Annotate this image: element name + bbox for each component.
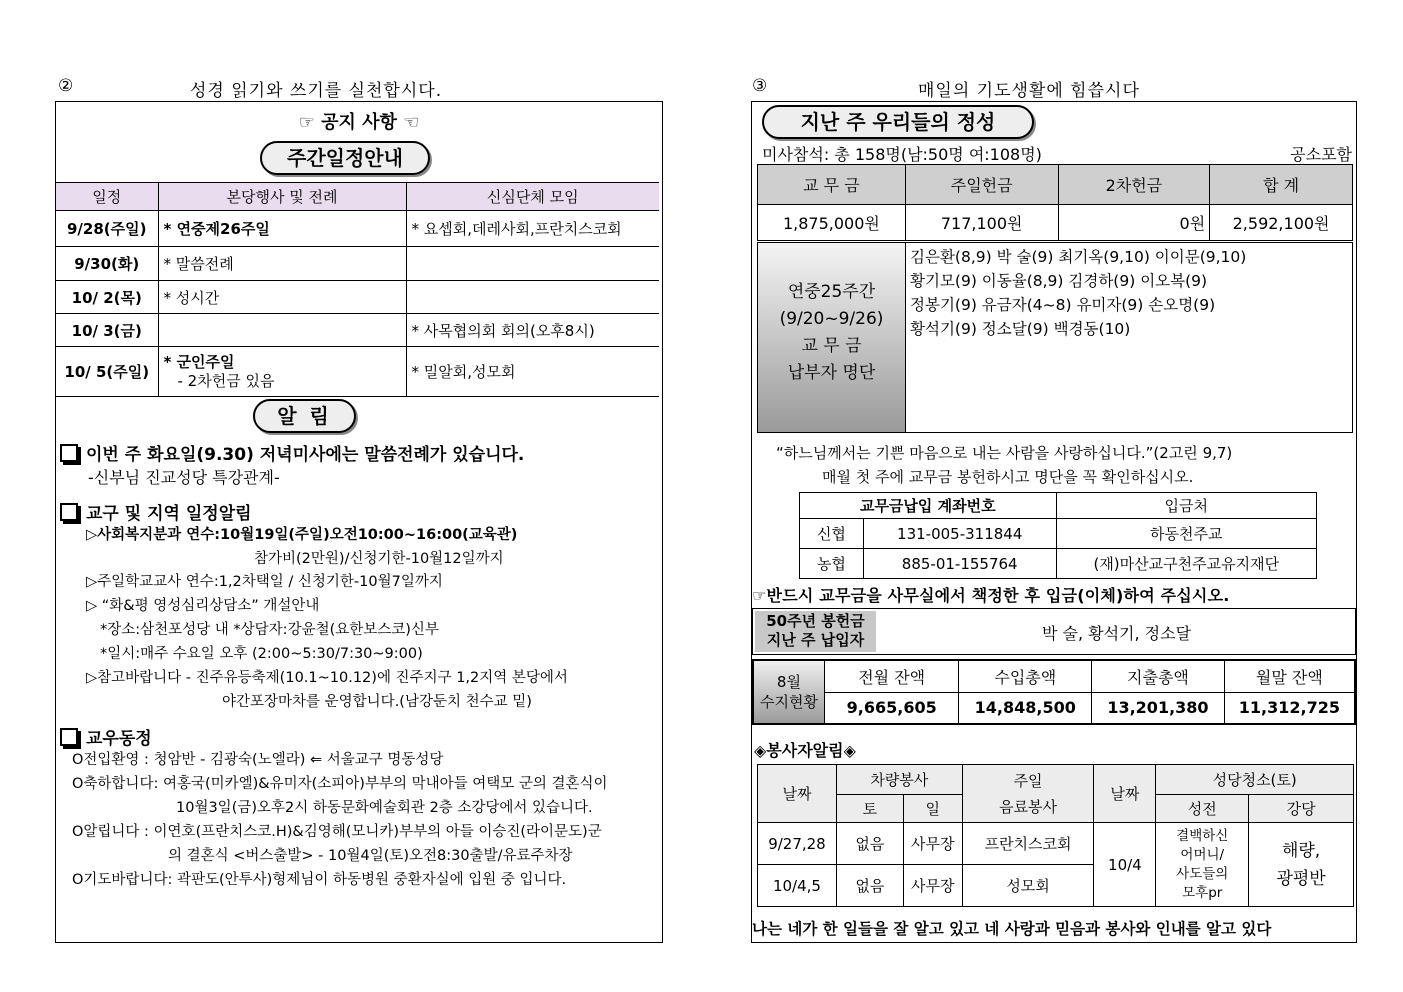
schedule-event: * 말씀전례 — [158, 247, 406, 281]
parish-news-line: 10월3일(금)오후2시 하동문화예술회관 2층 소강당에서 있습니다. — [176, 800, 593, 816]
service-date: 10/4,5 — [758, 865, 837, 907]
account-note: ☞반드시 교무금을 사무실에서 책정한 후 입금(이체)하여 주십시오. — [752, 586, 1230, 605]
anniversary-box — [752, 608, 1356, 655]
service-sanctuary-line: 모후pr — [1182, 884, 1223, 901]
service-header-date2: 날짜 — [1094, 765, 1156, 823]
offering-header: 주일헌금 — [905, 165, 1058, 205]
schedule-header-event: 본당행사 및 전례 — [158, 183, 406, 211]
schedule-group — [406, 247, 659, 281]
diocese-line: *장소:삼천포성당 내 *상담자:강윤철(요한보스코)신부 — [100, 622, 439, 638]
notice-section-2 — [60, 499, 252, 524]
notice-section-3 — [60, 724, 152, 749]
left-header: 성경 읽기와 쓰기를 실천합시다. — [190, 81, 443, 101]
finance-value: 13,201,380 — [1092, 692, 1225, 724]
anniversary-names: 박 술, 황석기, 정소달 — [1041, 624, 1192, 643]
parish-news-line: O전입환영 : 청암반 - 김광숙(노엘라) ⇐ 서울교구 명동성당 — [72, 752, 444, 768]
donor-label-line: (9/20~9/26) — [779, 309, 884, 329]
account-bank: 농협 — [800, 549, 864, 579]
offering-value: 1,875,000원 — [758, 205, 906, 241]
schedule-table — [56, 182, 659, 397]
notice-title: ☞ 공지 사항 ☜ — [298, 112, 420, 133]
schedule-event: * 연중제26주일 — [158, 211, 406, 247]
service-sat: 없음 — [836, 865, 903, 907]
donor-line: 김은환(8,9) 박 술(9) 최기옥(9,10) 이이문(9,10) — [910, 248, 1247, 266]
account-payee: 하동천주교 — [1056, 519, 1316, 549]
diocese-line: *일시:매주 수요일 오후 (2:00~5:30/7:30~9:00) — [100, 646, 423, 662]
offering-title: 지난 주 우리들의 정성 — [762, 105, 1034, 139]
anniversary-label — [755, 611, 876, 652]
right-panel — [751, 101, 1357, 943]
attendance-note: 공소포함 — [1290, 145, 1352, 164]
service-sat: 없음 — [836, 823, 903, 865]
donor-line: 황석기(9) 정소달(9) 백경동(10) — [910, 320, 1131, 338]
offering-header: 교 무 금 — [758, 165, 906, 205]
schedule-date: 10/ 3(금) — [56, 314, 158, 347]
bible-verse: “하느님께서는 기쁜 마음으로 내는 사람을 사랑하십니다.”(2고린 9,7) — [776, 444, 1233, 462]
finance-header: 수입총액 — [959, 660, 1092, 692]
service-header-sat: 토 — [836, 795, 903, 823]
square-bullet-icon — [60, 503, 78, 521]
service-sun: 사무장 — [903, 865, 962, 907]
notice-section-3-title: 교우동정 — [86, 729, 152, 749]
account-bank: 신협 — [800, 519, 864, 549]
donor-label-line: 연중25주간 — [787, 282, 876, 302]
schedule-title: 주간일정안내 — [260, 141, 430, 175]
diocese-line: 야간포장마차를 운영합니다.(남강둔치 천수교 밑) — [222, 694, 532, 710]
diocese-line: ▷참고바랍니다 - 진주유등축제(10.1~10.12)에 진주지구 1,2지역 본당에서 — [86, 670, 568, 686]
square-bullet-icon — [60, 444, 78, 462]
service-date: 9/27,28 — [758, 823, 837, 865]
offering-header: 2차헌금 — [1058, 165, 1210, 205]
donor-label-line: 교 무 금 — [801, 336, 862, 356]
finance-header: 전월 잔액 — [824, 660, 959, 692]
notice-section-1-title: 이번 주 화요일(9.30) 저녁미사에는 말씀전례가 있습니다. — [86, 445, 525, 465]
finance-value: 14,848,500 — [959, 692, 1092, 724]
offering-value: 717,100원 — [905, 205, 1058, 241]
parish-news-line: O축하합니다: 여홍국(미카엘)&유미자(소피아)부부의 막내아들 여택모 군의 결혼식이 — [72, 776, 608, 792]
donor-label — [757, 242, 906, 433]
service-drink: 성모회 — [962, 865, 1094, 907]
account-number: 885-01-155764 — [863, 549, 1056, 579]
anniversary-label-line: 50주년 봉헌금 — [766, 612, 865, 630]
finance-value: 11,312,725 — [1224, 692, 1355, 724]
right-page-number: ③ — [752, 76, 768, 96]
bible-verse-note: 매월 첫 주에 교무금 봉헌하시고 명단을 꼭 확인하십시오. — [822, 468, 1194, 486]
schedule-group — [406, 281, 659, 314]
schedule-date: 10/ 5(주일) — [56, 347, 158, 397]
finance-table — [752, 659, 1356, 725]
offering-header: 합 계 — [1210, 165, 1353, 205]
service-table — [757, 764, 1354, 907]
left-page-number: ② — [58, 76, 74, 96]
service-drink: 프란치스코회 — [962, 823, 1094, 865]
finance-value: 9,665,605 — [824, 692, 959, 724]
finance-header: 월말 잔액 — [1224, 660, 1355, 692]
right-header: 매일의 기도생활에 힘씁시다 — [918, 81, 1140, 101]
service-header-clean: 성당청소(토) — [1156, 765, 1354, 795]
diocese-line: ▷주일학교교사 연수:1,2차택일 / 신청기한-10월7일까지 — [86, 574, 443, 590]
service-header-hall: 강당 — [1249, 795, 1354, 823]
schedule-group: * 사목협의회 회의(오후8시) — [406, 314, 659, 347]
parish-news-line: O기도바랍니다: 곽판도(안투사)형제님이 하동병원 중환자실에 입원 중 입니다. — [72, 872, 567, 888]
diocese-line: ▷ “화&평 영성심리상담소” 개설안내 — [86, 598, 320, 614]
square-bullet-icon — [60, 728, 78, 746]
finance-label-line: 수지현황 — [759, 693, 818, 711]
finance-header: 지출총액 — [1092, 660, 1225, 692]
service-sanctuary-line: 사도들의 — [1176, 865, 1229, 882]
donor-line: 정봉기(9) 유금자(4~8) 유미자(9) 손오명(9) — [910, 296, 1216, 314]
service-sanctuary-line: 어머니/ — [1180, 846, 1225, 863]
service-date2: 10/4 — [1094, 823, 1156, 907]
schedule-date: 9/28(주일) — [56, 211, 158, 247]
schedule-event — [158, 314, 406, 347]
service-header-sun: 일 — [903, 795, 962, 823]
account-payee: (재)마산교구천주교유지재단 — [1056, 549, 1316, 579]
schedule-event: * 성시간 — [158, 281, 406, 314]
motto: 나는 네가 한 일들을 잘 알고 있고 네 사랑과 믿음과 봉사와 인내를 알고 있다 — [752, 920, 1272, 938]
finance-label-line: 8월 — [776, 673, 801, 691]
donor-line: 황기모(9) 이동율(8,9) 김경하(9) 이오복(9) — [910, 272, 1208, 290]
notice-section-1 — [60, 440, 524, 465]
donor-list — [905, 242, 1353, 433]
service-header-sanctuary: 성전 — [1156, 795, 1249, 823]
schedule-event-note: - 2차헌금 있음 — [177, 371, 275, 390]
account-table — [799, 492, 1317, 579]
offering-value: 2,592,100원 — [1210, 205, 1353, 241]
service-hall-line: 광평반 — [1276, 868, 1326, 889]
account-number: 131-005-311844 — [863, 519, 1056, 549]
notice-section-2-title: 교구 및 지역 일정알림 — [86, 504, 252, 524]
service-header-car: 차량봉사 — [836, 765, 962, 795]
service-hall-line: 해량, — [1281, 840, 1321, 861]
account-header: 입금처 — [1056, 493, 1316, 519]
service-title: ◈봉사자알림◈ — [754, 741, 856, 760]
anniversary-label-line: 지난 주 납입자 — [766, 631, 865, 649]
donor-label-line: 납부자 명단 — [787, 363, 876, 383]
schedule-event: * 군인주일 — [163, 352, 235, 371]
offering-table — [757, 164, 1353, 241]
parish-news-line: O알립니다 : 이연호(프란치스코.H)&김영해(모니카)부부의 아들 이승진(라이문도)군 — [72, 824, 602, 840]
diocese-line: 참가비(2만원)/신청기한-10월12일까지 — [254, 551, 504, 567]
schedule-header-group: 신심단체 모임 — [406, 183, 659, 211]
service-sun: 사무장 — [903, 823, 962, 865]
left-panel — [55, 101, 663, 943]
service-header-drink: 음료봉사 — [999, 797, 1058, 816]
diocese-line: ▷사회복지분과 연수:10월19일(주일)오전10:00~16:00(교육관) — [86, 527, 518, 543]
notice-section-1-sub: -신부님 진교성당 특강관계- — [88, 468, 280, 487]
schedule-group: * 요셉회,데레사회,프란치스코회 — [406, 211, 659, 247]
service-header-drink: 주일 — [1013, 771, 1043, 790]
alarm-title: 알 림 — [253, 399, 356, 433]
schedule-group: * 밀알회,성모회 — [406, 347, 659, 397]
account-header: 교무금납입 계좌번호 — [800, 493, 1057, 519]
schedule-header-date: 일정 — [56, 183, 158, 211]
schedule-date: 9/30(화) — [56, 247, 158, 281]
schedule-date: 10/ 2(목) — [56, 281, 158, 314]
parish-news-line: 의 결혼식 <버스출발> - 10월4일(토)오전8:30출발/유료주차장 — [168, 848, 573, 864]
service-sanctuary-line: 결백하신 — [1176, 827, 1229, 844]
service-header-date: 날짜 — [758, 765, 837, 823]
offering-value: 0원 — [1058, 205, 1210, 241]
attendance: 미사참석: 총 158명(남:50명 여:108명) — [762, 145, 1042, 164]
